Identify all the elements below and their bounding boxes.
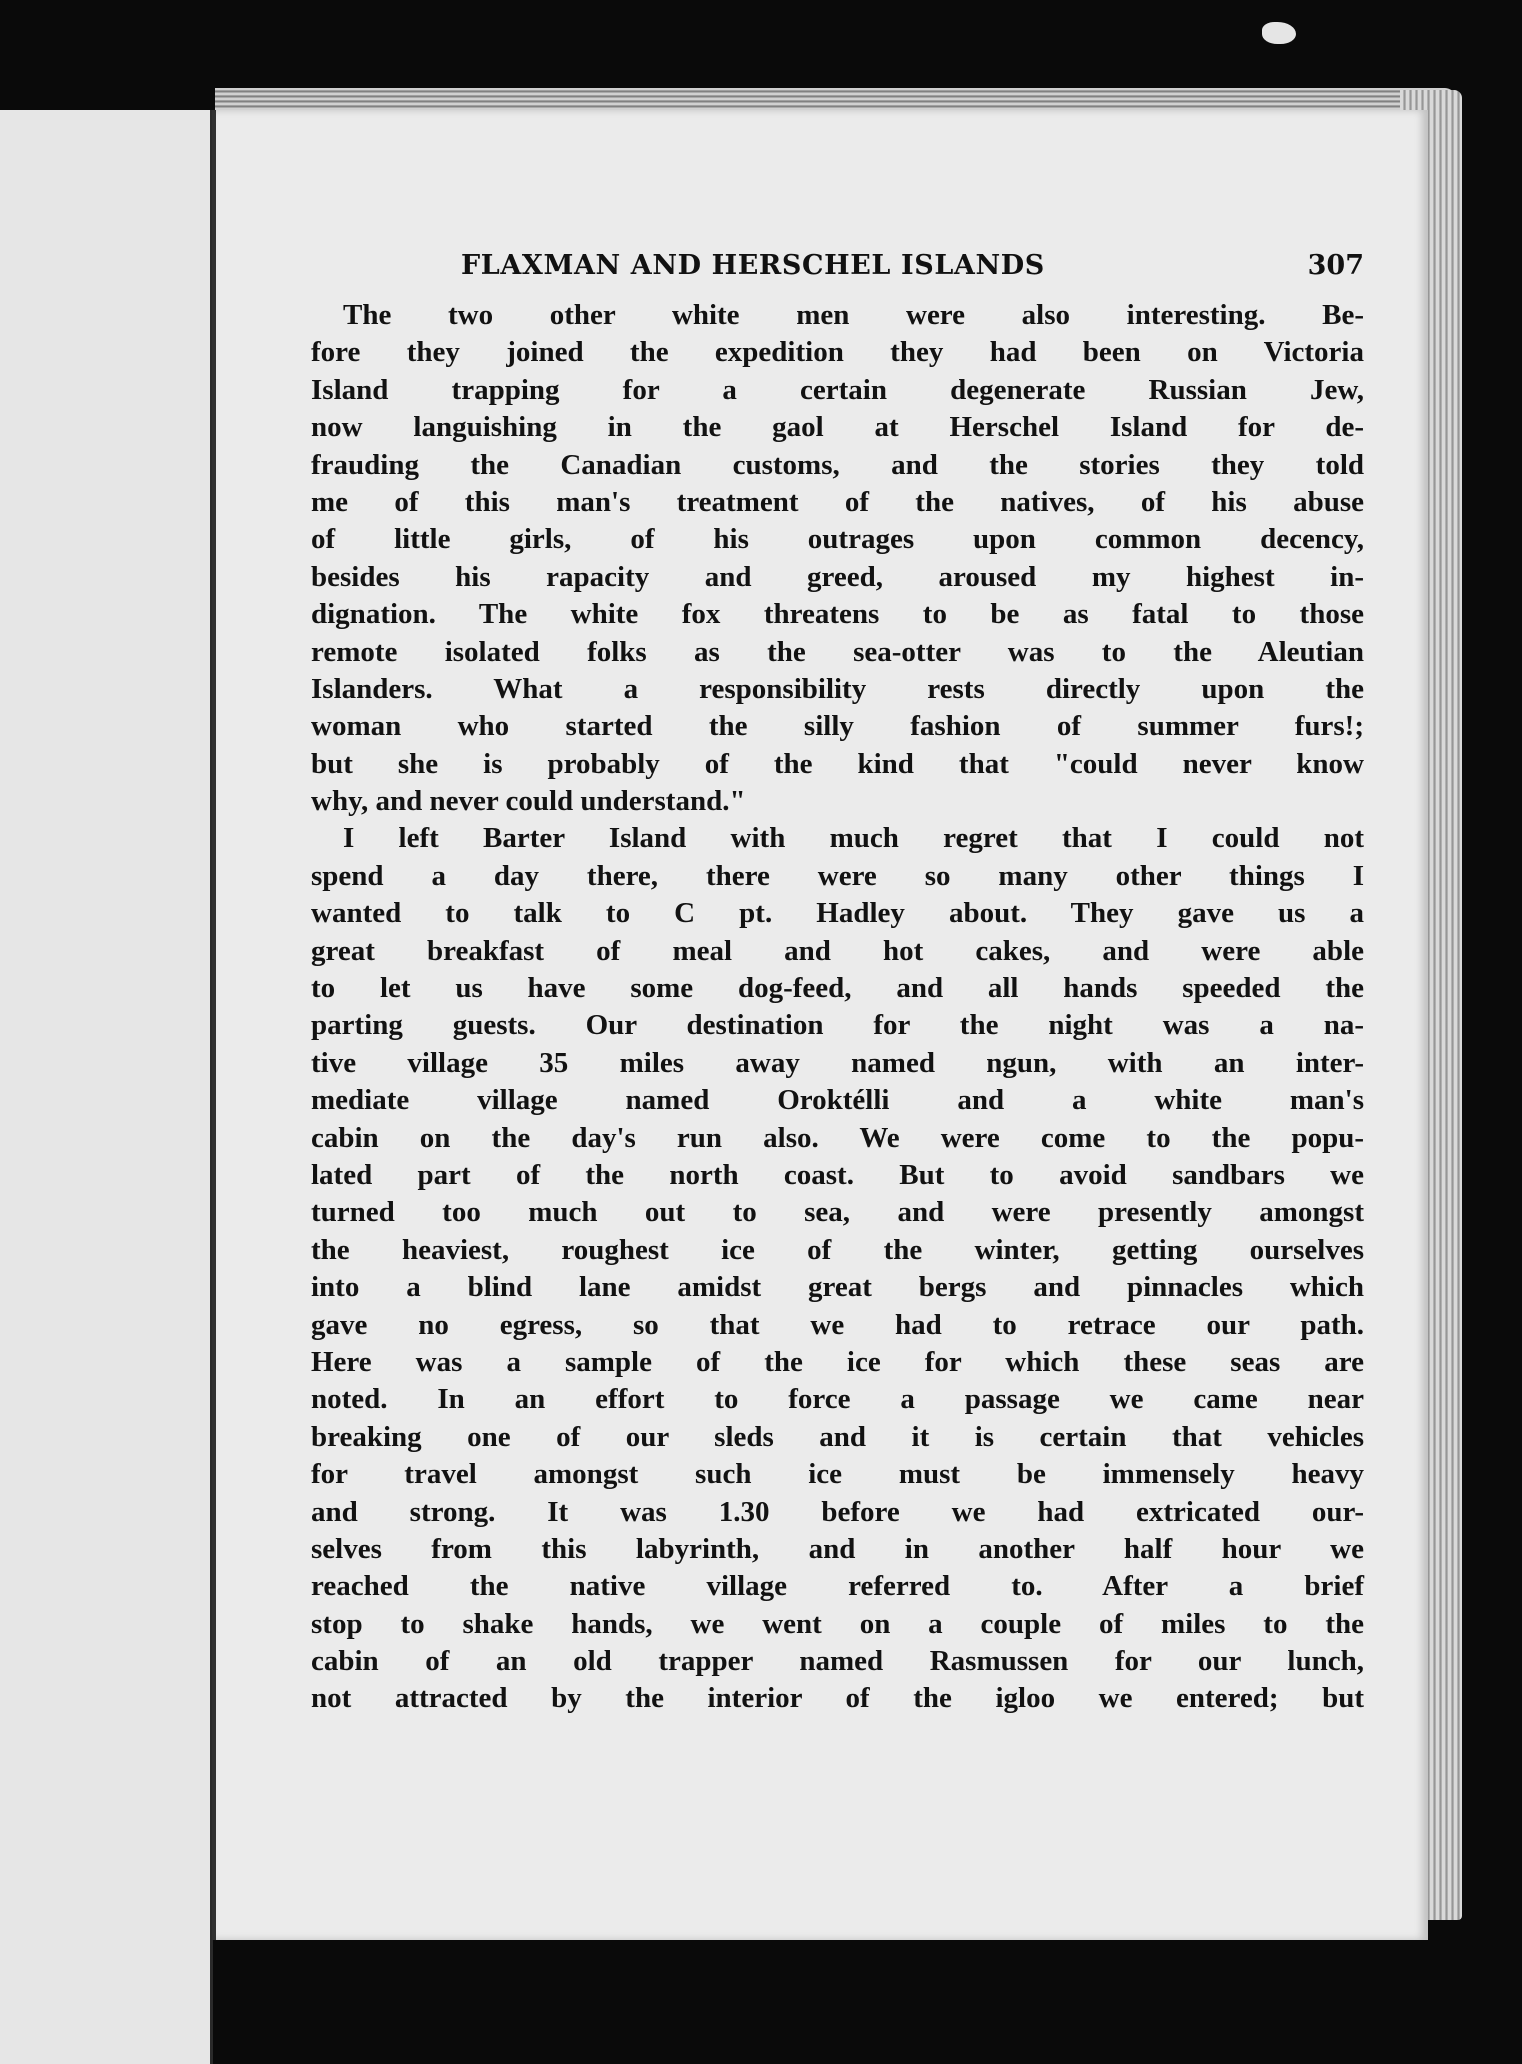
- text-line: besides his rapacity and greed, aroused my highest in-: [311, 560, 1364, 593]
- text-line: gave no egress, so that we had to retrace our path.: [311, 1308, 1364, 1341]
- paragraph: [311, 820, 1364, 1717]
- text-line: now languishing in the gaol at Herschel Island for de-: [311, 411, 1364, 444]
- text-line: selves from this labyrinth, and in another half hour we: [311, 1532, 1364, 1565]
- text-line: woman who started the silly fashion of summer furs!;: [311, 710, 1364, 743]
- text-line: spend a day there, there were so many other things I: [311, 859, 1364, 892]
- text-line: turned too much out to sea, and were presently amongst: [311, 1196, 1364, 1229]
- text-line: the heaviest, roughest ice of the winter, getting ourselves: [311, 1233, 1364, 1266]
- text-line: noted. In an effort to force a passage we came near: [311, 1383, 1364, 1416]
- text-line: to let us have some dog-feed, and all hands speeded the: [311, 972, 1364, 1005]
- page-stack-top-edge: [215, 88, 1455, 112]
- text-line: of little girls, of his outrages upon common decency,: [311, 523, 1364, 556]
- book-page: [212, 110, 1428, 1940]
- text-line: remote isolated folks as the sea-otter was to the Aleutian: [311, 635, 1364, 668]
- text-line: into a blind lane amidst great bergs and pinnacles which: [311, 1271, 1364, 1304]
- text-line: not attracted by the interior of the igloo we entered; but: [311, 1682, 1364, 1715]
- paragraph: [311, 297, 1364, 820]
- running-title: FLAXMAN AND HERSCHEL ISLANDS: [461, 250, 1045, 281]
- text-line: fore they joined the expedition they had been on Victoria: [311, 336, 1364, 369]
- text-line: Islanders. What a responsibility rests directly upon the: [311, 672, 1364, 705]
- text-line: parting guests. Our destination for the night was a na-: [311, 1009, 1364, 1042]
- text-line: I left Barter Island with much regret that I could not: [343, 822, 1364, 855]
- text-line: me of this man's treatment of the natives, of his abuse: [311, 485, 1364, 518]
- text-line: wanted to talk to C pt. Hadley about. They gave us a: [311, 897, 1364, 930]
- text-line: great breakfast of meal and hot cakes, and were able: [311, 934, 1364, 967]
- page-number: 307: [1307, 250, 1364, 281]
- text-line: mediate village named Oroktélli and a white man's: [311, 1084, 1364, 1117]
- text-line: Here was a sample of the ice for which these seas are: [311, 1345, 1364, 1378]
- body-text: [311, 297, 1364, 1718]
- text-line: and strong. It was 1.30 before we had extricated our-: [311, 1495, 1364, 1528]
- text-line: cabin on the day's run also. We were come to the popu-: [311, 1121, 1364, 1154]
- text-line: tive village 35 miles away named ngun, with an inter-: [311, 1046, 1364, 1079]
- text-line: dignation. The white fox threatens to be as fatal to those: [311, 598, 1364, 631]
- text-line: lated part of the north coast. But to avoid sandbars we: [311, 1158, 1364, 1191]
- previous-page-edge: [0, 110, 213, 2064]
- text-line: why, and never could understand.": [311, 785, 746, 818]
- text-line: reached the native village referred to. After a brief: [311, 1570, 1364, 1603]
- scan-artifact: [1262, 22, 1296, 44]
- text-line: cabin of an old trapper named Rasmussen for our lunch,: [311, 1645, 1364, 1678]
- text-line: but she is probably of the kind that "could never know: [311, 747, 1364, 780]
- text-line: stop to shake hands, we went on a couple of miles to the: [311, 1607, 1364, 1640]
- text-line: Island trapping for a certain degenerate Russian Jew,: [311, 373, 1364, 406]
- text-line: for travel amongst such ice must be immensely heavy: [311, 1458, 1364, 1491]
- text-line: breaking one of our sleds and it is certain that vehicles: [311, 1420, 1364, 1453]
- running-head: [216, 250, 1364, 290]
- text-line: The two other white men were also interesting. Be-: [343, 299, 1364, 331]
- text-line: frauding the Canadian customs, and the stories they told: [311, 448, 1364, 481]
